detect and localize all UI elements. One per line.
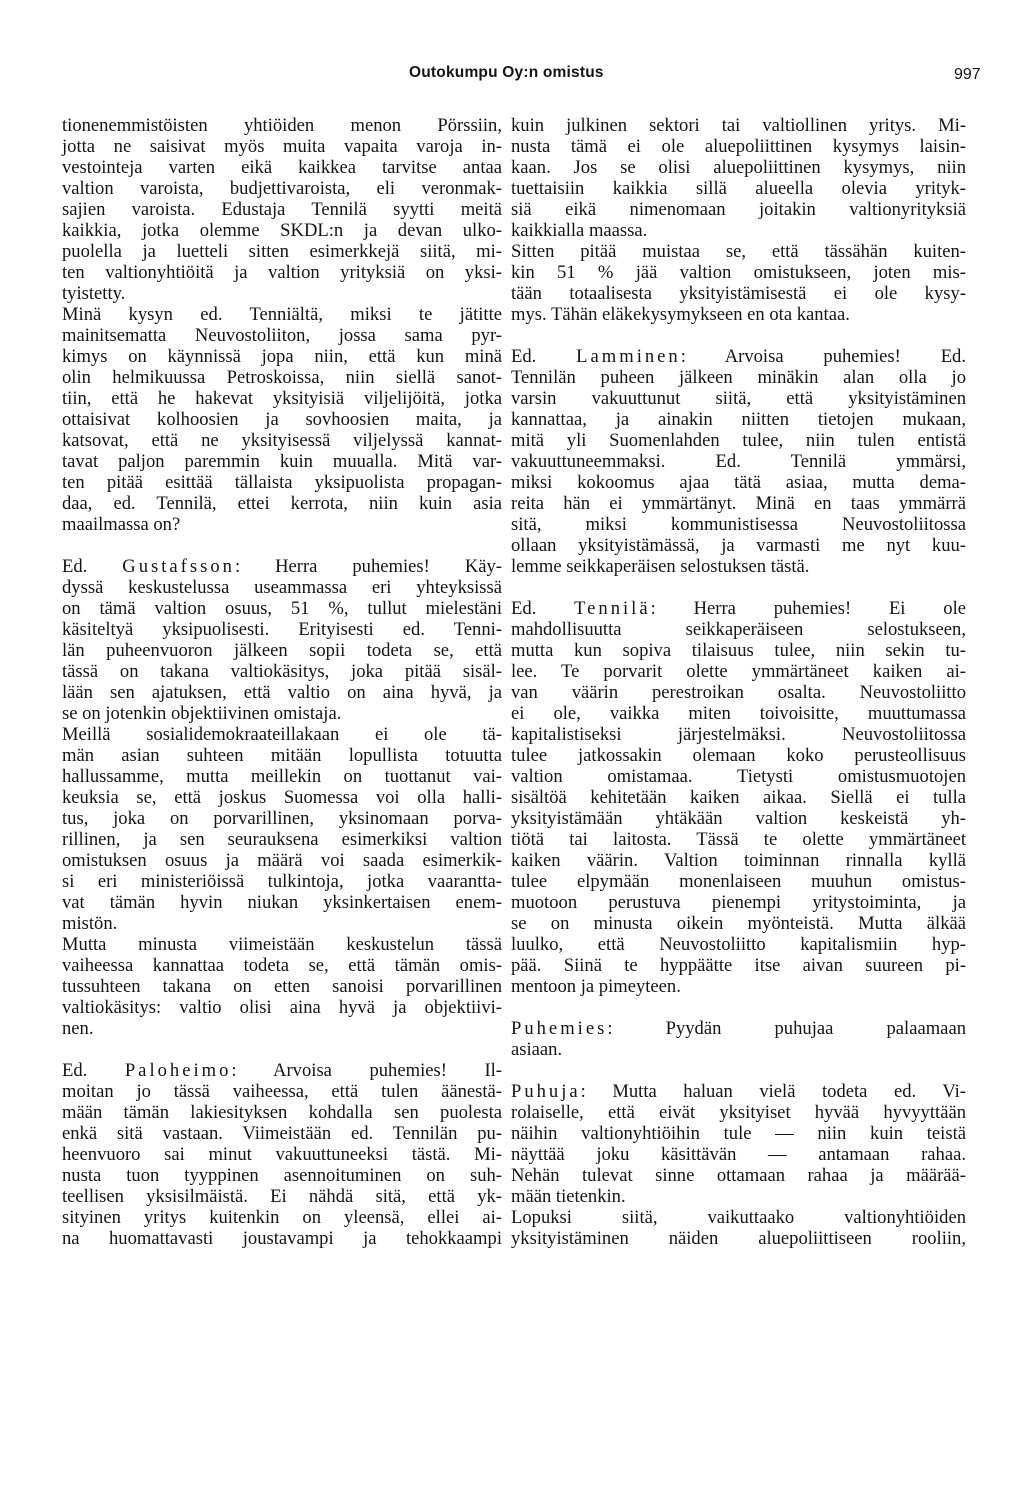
text-line: kuin julkinen sektori tai valtiollinen yritys. Mi- xyxy=(511,115,966,136)
text-line: tavat paljon paremmin kuin muualla. Mitä var- xyxy=(62,451,502,472)
speaker-name: Gustafsson xyxy=(122,556,235,577)
text-line: tuettaisiin kaikkia sillä alueella olevia yrityk- xyxy=(511,178,966,199)
text-line: sajien varoista. Edustaja Tennilä syytti meitä xyxy=(62,199,502,220)
speech-puhemies xyxy=(511,1018,966,1060)
text-line: ten valtionyhtiöitä ja valtion yrityksiä on yksi- xyxy=(62,262,502,283)
text-line: ollaan yksityistämässä, ja varmasti me nyt kuu- xyxy=(511,535,966,556)
text-line: ottaisivat kolhoosien ja sovhoosien maita, ja xyxy=(62,409,502,430)
text-line: tässä on takana valtiokäsitys, joka pitää sisäl- xyxy=(62,661,502,682)
text-line: tyistetty. xyxy=(62,283,126,304)
text-line: Ed. Tennilä: Herra puhemies! Ei ole xyxy=(511,598,966,619)
paragraph xyxy=(511,115,966,241)
text-line: Tennilän puheen jälkeen minäkin alan olla jo xyxy=(511,367,966,388)
text-line: näyttää joku käsittävän — antamaan rahaa. xyxy=(511,1144,966,1165)
text-line: olin helmikuussa Petroskoissa, niin siellä sanot- xyxy=(62,367,502,388)
text-line: Mutta minusta viimeistään keskustelun tässä xyxy=(62,934,502,955)
speaker-name: Puhemies xyxy=(511,1018,608,1039)
speech-puhuja xyxy=(511,1081,966,1207)
left-column xyxy=(62,115,502,1249)
text-line: muotoon perustuva pienempi yritystoiminta, ja xyxy=(511,892,966,913)
text-line: mään tietenkin. xyxy=(511,1186,626,1207)
text-line: van väärin perestroikan osalta. Neuvostoliitto xyxy=(511,682,966,703)
text-line: teellisen yksisilmäistä. Ei nähdä sitä, että yk- xyxy=(62,1186,502,1207)
text-line: kannattaa, ja ainakin niitten tietojen mukaan, xyxy=(511,409,966,430)
paragraph xyxy=(511,241,966,325)
text-line: na huomattavasti joustavampi ja tehokkaampi xyxy=(62,1228,502,1249)
text-line: jotta ne saisivat myös muita vapaita varoja in- xyxy=(62,136,502,157)
text-line: sitä, miksi kommunistisessa Neuvostoliitossa xyxy=(511,514,966,535)
text-line: Minä kysyn ed. Tenniältä, miksi te jätitte xyxy=(62,304,502,325)
text-line: valtion varoista, budjettivaroista, eli veronmak- xyxy=(62,178,502,199)
text-line: yksityistämään yhtäkään valtion keskeistä yh- xyxy=(511,808,966,829)
text-line: nen. xyxy=(62,1018,94,1039)
text-line: kaan. Jos se olisi aluepoliittinen kysymys, niin xyxy=(511,157,966,178)
page-header xyxy=(0,64,1024,94)
text-line: se on minusta oikein myönteistä. Mutta älkää xyxy=(511,913,966,934)
text-line: Puhuja: Mutta haluan vielä todeta ed. Vi- xyxy=(511,1081,966,1102)
text-line: nusta tämä ei ole aluepoliittinen kysymys laisin- xyxy=(511,136,966,157)
text-line: varsin vakuuttunut siitä, että yksityistäminen xyxy=(511,388,966,409)
text-line: lemme seikkaperäisen selostuksen tästä. xyxy=(511,556,810,577)
text-line: sisältöä kehitetään kaiken aikaa. Siellä ei tulla xyxy=(511,787,966,808)
text-line: kaikkialla maassa. xyxy=(511,220,648,241)
paragraph xyxy=(511,1207,966,1249)
text-line: puolella ja luetteli sitten esimerkkejä siitä, mi- xyxy=(62,241,502,262)
text-line: ten pitää esittää tällaista yksipuolista propagan- xyxy=(62,472,502,493)
text-line: ei ole, vaikka miten toivoisitte, muuttumassa xyxy=(511,703,966,724)
text-line: rolaiselle, että eivät yksityiset hyvää hyvyyttään xyxy=(511,1102,966,1123)
text-line: Sitten pitää muistaa se, että tässähän kuiten- xyxy=(511,241,966,262)
text-line: vaiheessa kannattaa todeta se, että tämän omis- xyxy=(62,955,502,976)
text-line: län puheenvuoron jälkeen sopii todeta se, että xyxy=(62,640,502,661)
text-line: hallussamme, mutta meillekin on tuottanut vai- xyxy=(62,766,502,787)
text-line: kimys on käynnissä jopa niin, että kun minä xyxy=(62,346,502,367)
text-line: lee. Te porvarit olette ymmärtäneet kaiken ai- xyxy=(511,661,966,682)
paragraph xyxy=(62,115,502,304)
speech-tennila xyxy=(511,598,966,997)
speaker-name: Paloheimo xyxy=(124,1060,232,1081)
text-line: sityinen yritys kuitenkin on yleensä, ellei ai- xyxy=(62,1207,502,1228)
text-line: Ed. Paloheimo: Arvoisa puhemies! Il- xyxy=(62,1060,502,1081)
text-line: tiötä tai laitosta. Tässä te olette ymmärtäneet xyxy=(511,829,966,850)
text-line: kin 51 % jää valtion omistukseen, joten mis- xyxy=(511,262,966,283)
text-line: rillinen, ja sen seurauksena esimerkiksi valtion xyxy=(62,829,502,850)
text-line: se on jotenkin objektiivinen omistaja. xyxy=(62,703,342,724)
text-line: Lopuksi siitä, vaikuttaako valtionyhtiöiden xyxy=(511,1207,966,1228)
text-line: kaiken väärin. Valtion toiminnan rinnalla kyllä xyxy=(511,850,966,871)
speech-gustafsson xyxy=(62,556,502,724)
text-line: Nehän tulevat sinne ottamaan rahaa ja määrää- xyxy=(511,1165,966,1186)
text-line: nusta tuon tyyppinen asennoituminen on suh- xyxy=(62,1165,502,1186)
text-line: Ed. Lamminen: Arvoisa puhemies! Ed. xyxy=(511,346,967,367)
text-line: mys. Tähän eläkekysymykseen en ota kantaa. xyxy=(511,304,850,325)
text-line: Meillä sosialidemokraateillakaan ei ole tä- xyxy=(62,724,502,745)
text-line: vakuuttuneemmaksi. Ed. Tennilä ymmärsi, xyxy=(511,451,966,472)
running-head: Outokumpu Oy:n omistus xyxy=(409,64,604,81)
paragraph xyxy=(62,724,502,934)
text-line: Puhemies: Pyydän puhujaa palaamaan xyxy=(511,1018,966,1039)
text-line: mään tämän lakiesityksen kohdalla sen puolesta xyxy=(62,1102,502,1123)
paragraph xyxy=(62,934,502,1039)
right-column xyxy=(511,115,966,1249)
text-line: mitä yli Suomenlahden tulee, niin tulen entistä xyxy=(511,430,966,451)
speech-paloheimo xyxy=(62,1060,502,1249)
text-line: reita hän ei ymmärtänyt. Minä en taas ymmärrä xyxy=(511,493,966,514)
text-line: valtiokäsitys: valtio olisi aina hyvä ja objektiivi- xyxy=(62,997,502,1018)
text-line: Ed. Gustafsson: Herra puhemies! Käy- xyxy=(62,556,502,577)
text-line: tionenemmistöisten yhtiöiden menon Pörssiin, xyxy=(62,115,502,136)
text-line: si eri ministeriöissä tulkintoja, jotka vaarantta- xyxy=(62,871,502,892)
page-number: 997 xyxy=(954,66,981,83)
speaker-name: Lamminen xyxy=(576,346,681,367)
text-line: asiaan. xyxy=(511,1039,563,1060)
speaker-name: Puhuja xyxy=(511,1081,581,1102)
text-line: vestointeja varten eikä kaikkea tarvitse antaa xyxy=(62,157,502,178)
text-line: näihin valtionyhtiöihin tule — niin kuin teistä xyxy=(511,1123,966,1144)
text-line: moitan jo tässä vaiheessa, että tulen äänestä- xyxy=(62,1081,502,1102)
text-line: enkä sitä vastaan. Viimeistään ed. Tennilän pu- xyxy=(62,1123,502,1144)
text-line: keuksia se, että joskus Suomessa voi olla halli- xyxy=(62,787,502,808)
text-line: kapitalistiseksi järjestelmäksi. Neuvostoliitossa xyxy=(511,724,966,745)
text-line: siä eikä nimenomaan joitakin valtionyrityksiä xyxy=(511,199,966,220)
text-line: mahdollisuutta seikkaperäiseen selostukseen, xyxy=(511,619,966,640)
text-line: dyssä keskustelussa useammassa eri yhteyksissä xyxy=(62,577,502,598)
text-line: tiin, että he hakevat yksityisiä viljelijöitä, jotka xyxy=(62,388,502,409)
text-line: kaikkia, jotka olemme SKDL:n ja devan ulko- xyxy=(62,220,502,241)
text-line: daa, ed. Tennilä, ettei kerrota, niin kuin asia xyxy=(62,493,502,514)
text-line: katsovat, että ne yksityisessä viljelyssä kannat- xyxy=(62,430,502,451)
text-line: tus, joka on porvarillinen, yksinomaan porva- xyxy=(62,808,502,829)
text-line: on tämä valtion osuus, 51 %, tullut mielestäni xyxy=(62,598,502,619)
text-line: lään sen ajatuksen, että valtio on aina hyvä, ja xyxy=(62,682,502,703)
text-line: tussuhteen takana on etten sanoisi porvarillinen xyxy=(62,976,502,997)
text-line: män asian suhteen mitään lopullista totuutta xyxy=(62,745,502,766)
text-line: luulko, että Neuvostoliitto kapitalismiin hyp- xyxy=(511,934,966,955)
text-line: mainitsematta Neuvostoliiton, jossa sama pyr- xyxy=(62,325,502,346)
text-line: mistön. xyxy=(62,913,118,934)
text-line: yksityistäminen näiden aluepoliittiseen rooliin, xyxy=(511,1228,966,1249)
text-line: vat tämän hyvin niukan yksinkertaisen enem- xyxy=(62,892,502,913)
paragraph xyxy=(62,304,502,535)
text-line: heenvuoro sai minut vakuuttuneeksi tästä. Mi- xyxy=(62,1144,502,1165)
text-line: mentoon ja pimeyteen. xyxy=(511,976,681,997)
text-line: pää. Siinä te hyppäätte itse aivan suureen pi- xyxy=(511,955,966,976)
text-line: tään totaalisesta yksityistämisestä ei ole kysy- xyxy=(511,283,966,304)
text-line: käsiteltyä yksipuolisesti. Erityisesti ed. Tenni- xyxy=(62,619,502,640)
text-line: tulee elpymään monenlaiseen muuhun omistus- xyxy=(511,871,966,892)
speaker-name: Tennilä xyxy=(574,598,651,619)
text-line: tulee jatkossakin olemaan koko perusteollisuus xyxy=(511,745,966,766)
text-line: valtion omistamaa. Tietysti omistusmuotojen xyxy=(511,766,966,787)
text-line: omistuksen osuus ja määrä voi saada esimerkik- xyxy=(62,850,502,871)
text-line: miksi kokoomus ajaa tätä asiaa, mutta dema- xyxy=(511,472,966,493)
text-line: mutta kun sopiva tilaisuus tulee, niin sekin tu- xyxy=(511,640,966,661)
text-line: maailmassa on? xyxy=(62,514,181,535)
speech-lamminen xyxy=(511,346,966,577)
